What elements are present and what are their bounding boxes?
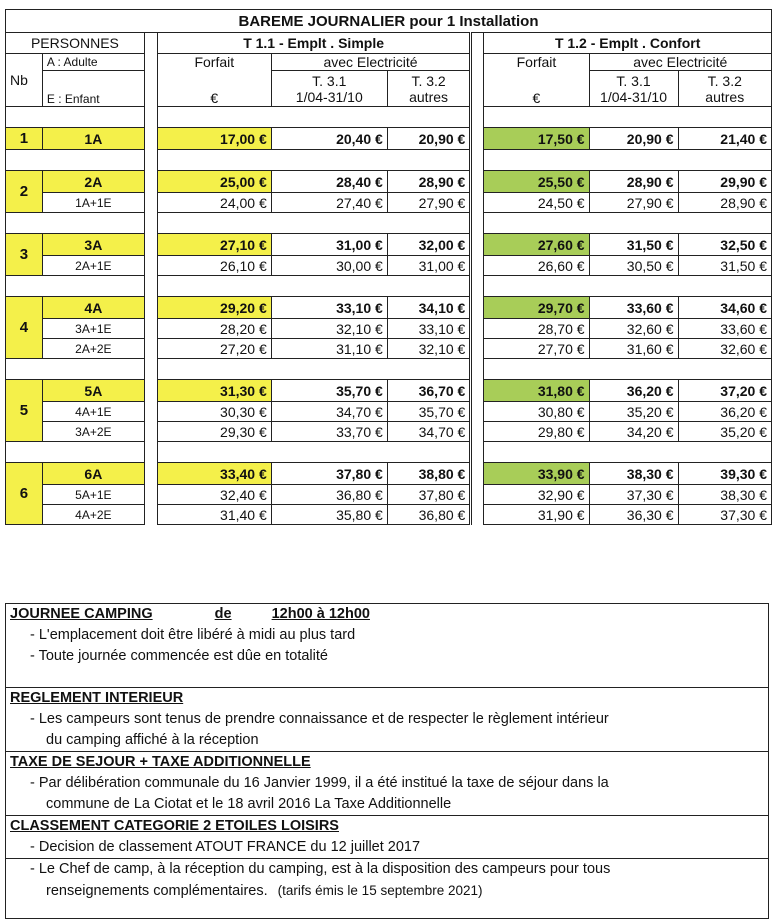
simple-t32-price: 36,80 €	[387, 505, 471, 525]
group-spacer	[6, 359, 772, 380]
c-t32-label: T. 3.2	[707, 72, 742, 89]
simple-t31-price: 30,00 €	[271, 256, 387, 276]
simple-forfait-price: 17,00 €	[157, 128, 271, 150]
s-t32-header	[387, 71, 471, 107]
s-elec-header: avec Electricité	[271, 54, 471, 71]
reglement-title: REGLEMENT INTERIEUR	[6, 687, 768, 709]
simple-t31-price: 36,80 €	[271, 485, 387, 505]
table-row	[6, 463, 772, 485]
nb-cell: 2	[6, 171, 43, 213]
info-box	[5, 603, 769, 919]
group-spacer	[6, 150, 772, 171]
persons-code: 4A	[42, 297, 144, 319]
simple-t32-price: 34,10 €	[387, 297, 471, 319]
simple-forfait-price: 27,10 €	[157, 234, 271, 256]
nb-cell: 4	[6, 297, 43, 359]
confort-t32-price: 34,60 €	[678, 297, 772, 319]
confort-t31-price: 36,20 €	[589, 380, 678, 402]
table-row	[6, 128, 772, 150]
simple-t31-price: 31,00 €	[271, 234, 387, 256]
s-t32-label: T. 3.2	[411, 72, 446, 89]
simple-t32-price: 20,90 €	[387, 128, 471, 150]
persons-code: 4A+2E	[42, 505, 144, 525]
confort-t31-price: 37,30 €	[589, 485, 678, 505]
enfant-legend: E : Enfant	[42, 71, 144, 107]
simple-forfait-price: 30,30 €	[157, 402, 271, 422]
table-row	[6, 422, 772, 442]
confort-forfait-price: 33,90 €	[484, 463, 589, 485]
simple-t32-price: 35,70 €	[387, 402, 471, 422]
persons-code: 3A+1E	[42, 319, 144, 339]
confort-forfait-price: 24,50 €	[484, 193, 589, 213]
confort-t32-price: 32,60 €	[678, 339, 772, 359]
simple-t32-price: 31,00 €	[387, 256, 471, 276]
confort-forfait-price: 31,90 €	[484, 505, 589, 525]
simple-t32-price: 32,00 €	[387, 234, 471, 256]
confort-t31-price: 31,60 €	[589, 339, 678, 359]
simple-t31-price: 34,70 €	[271, 402, 387, 422]
taxe-line-2: commune de La Ciotat et le 18 avril 2016 La Taxe Additionnelle	[46, 796, 452, 812]
confort-t32-price: 33,60 €	[678, 319, 772, 339]
nb-header: Nb	[6, 54, 43, 107]
table-row	[6, 256, 772, 276]
c-t32-header	[678, 71, 772, 107]
nb-cell: 3	[6, 234, 43, 276]
simple-t31-price: 28,40 €	[271, 171, 387, 193]
s-euro-label: €	[210, 90, 219, 106]
s-forfait-label: Forfait	[194, 54, 235, 70]
table-row	[6, 193, 772, 213]
confort-t32-price: 35,20 €	[678, 422, 772, 442]
confort-t31-price: 33,60 €	[589, 297, 678, 319]
confort-t32-price: 32,50 €	[678, 234, 772, 256]
reglement-line-2: du camping affiché à la réception	[46, 732, 259, 748]
nb-cell: 1	[6, 128, 43, 150]
classement-title: CLASSEMENT CATEGORIE 2 ETOILES LOISIRS	[6, 815, 768, 837]
journee-title: JOURNEE CAMPING	[10, 606, 153, 622]
simple-forfait-price: 29,30 €	[157, 422, 271, 442]
classement-line-1: - Decision de classement ATOUT FRANCE du 12 juillet 2017	[30, 839, 421, 855]
confort-t32-price: 37,20 €	[678, 380, 772, 402]
s-t31-header	[271, 71, 387, 107]
persons-code: 1A	[42, 128, 144, 150]
table-row	[6, 402, 772, 422]
nb-cell: 5	[6, 380, 43, 442]
journee-item-2: - Toute journée commencée est dûe en totalité	[30, 648, 328, 664]
c-t31-dates: 1/04-31/10	[600, 88, 667, 105]
persons-code: 5A+1E	[42, 485, 144, 505]
c-elec-header: avec Electricité	[589, 54, 771, 71]
simple-t32-price: 28,90 €	[387, 171, 471, 193]
persons-code: 4A+1E	[42, 402, 144, 422]
taxe-title: TAXE DE SEJOUR + TAXE ADDITIONNELLE	[6, 751, 768, 773]
c-t31-header	[589, 71, 678, 107]
persons-code: 2A+2E	[42, 339, 144, 359]
confort-t31-price: 32,60 €	[589, 319, 678, 339]
confort-t32-price: 21,40 €	[678, 128, 772, 150]
simple-forfait-price: 26,10 €	[157, 256, 271, 276]
journee-item-1: - L'emplacement doit être libéré à midi au plus tard	[30, 627, 356, 643]
confort-forfait-price: 29,70 €	[484, 297, 589, 319]
persons-code: 2A	[42, 171, 144, 193]
confort-t31-price: 36,30 €	[589, 505, 678, 525]
table-row	[6, 485, 772, 505]
confort-forfait-price: 32,90 €	[484, 485, 589, 505]
table-row	[6, 297, 772, 319]
chef-line-2	[6, 880, 768, 902]
adulte-legend: A : Adulte	[42, 54, 144, 71]
journee-de: de	[214, 606, 232, 622]
confort-t32-price: 39,30 €	[678, 463, 772, 485]
s-t31-label: T. 3.1	[312, 72, 347, 89]
persons-code: 1A+1E	[42, 193, 144, 213]
simple-forfait-price: 31,40 €	[157, 505, 271, 525]
confort-forfait-price: 25,50 €	[484, 171, 589, 193]
t11-header: T 1.1 - Emplt . Simple	[157, 33, 470, 54]
table-row	[6, 319, 772, 339]
simple-forfait-price: 24,00 €	[157, 193, 271, 213]
simple-forfait-price: 29,20 €	[157, 297, 271, 319]
c-t31-label: T. 3.1	[616, 72, 651, 89]
simple-t32-price: 32,10 €	[387, 339, 471, 359]
confort-forfait-price: 30,80 €	[484, 402, 589, 422]
t12-header: T 1.2 - Emplt . Confort	[484, 33, 772, 54]
confort-forfait-price: 26,60 €	[484, 256, 589, 276]
group-spacer	[6, 276, 772, 297]
confort-forfait-price: 17,50 €	[484, 128, 589, 150]
simple-t31-price: 31,10 €	[271, 339, 387, 359]
confort-t31-price: 20,90 €	[589, 128, 678, 150]
simple-forfait-price: 27,20 €	[157, 339, 271, 359]
tarifs-note: (tarifs émis le 15 septembre 2021)	[277, 883, 483, 898]
confort-t32-price: 29,90 €	[678, 171, 772, 193]
table-row	[6, 339, 772, 359]
confort-t31-price: 27,90 €	[589, 193, 678, 213]
journee-hours: 12h00 à 12h00	[271, 606, 370, 622]
table-row	[6, 234, 772, 256]
s-forfait-header	[157, 54, 271, 107]
c-euro-label: €	[532, 90, 541, 106]
confort-forfait-price: 28,70 €	[484, 319, 589, 339]
table-row	[6, 380, 772, 402]
persons-code: 3A+2E	[42, 422, 144, 442]
c-forfait-header	[484, 54, 589, 107]
confort-t31-price: 31,50 €	[589, 234, 678, 256]
confort-t32-price: 31,50 €	[678, 256, 772, 276]
simple-t32-price: 37,80 €	[387, 485, 471, 505]
confort-forfait-price: 29,80 €	[484, 422, 589, 442]
simple-t32-price: 33,10 €	[387, 319, 471, 339]
simple-t31-price: 32,10 €	[271, 319, 387, 339]
confort-t32-price: 36,20 €	[678, 402, 772, 422]
confort-t31-price: 34,20 €	[589, 422, 678, 442]
simple-t31-price: 33,10 €	[271, 297, 387, 319]
s-t31-dates: 1/04-31/10	[295, 88, 363, 105]
simple-t31-price: 33,70 €	[271, 422, 387, 442]
chef-line-2-text: renseignements complémentaires.	[46, 883, 268, 899]
simple-t31-price: 37,80 €	[271, 463, 387, 485]
s-t32-sub: autres	[409, 88, 449, 105]
confort-forfait-price: 31,80 €	[484, 380, 589, 402]
c-t32-sub: autres	[705, 88, 745, 105]
confort-t31-price: 30,50 €	[589, 256, 678, 276]
simple-t32-price: 36,70 €	[387, 380, 471, 402]
group-spacer	[6, 213, 772, 234]
table-row	[6, 505, 772, 525]
chef-line-1: - Le Chef de camp, à la réception du camping, est à la disposition des campeurs pour tous	[6, 858, 768, 880]
persons-code: 2A+1E	[42, 256, 144, 276]
simple-forfait-price: 33,40 €	[157, 463, 271, 485]
simple-t32-price: 34,70 €	[387, 422, 471, 442]
persons-code: 5A	[42, 380, 144, 402]
simple-forfait-price: 28,20 €	[157, 319, 271, 339]
journee-heading	[6, 604, 768, 625]
c-forfait-label: Forfait	[516, 54, 557, 70]
tariff-table	[5, 9, 772, 525]
group-spacer	[6, 442, 772, 463]
persons-code: 3A	[42, 234, 144, 256]
simple-forfait-price: 32,40 €	[157, 485, 271, 505]
taxe-line-1: - Par délibération communale du 16 Janvier 1999, il a été institué la taxe de séjour dans la	[30, 775, 609, 791]
table-title: BAREME JOURNALIER pour 1 Installation	[6, 10, 772, 33]
confort-t31-price: 35,20 €	[589, 402, 678, 422]
reglement-line-1: - Les campeurs sont tenus de prendre connaissance et de respecter le règlement intérieur	[30, 711, 609, 727]
group-spacer	[6, 107, 772, 128]
confort-t31-price: 38,30 €	[589, 463, 678, 485]
nb-cell: 6	[6, 463, 43, 525]
simple-t31-price: 35,80 €	[271, 505, 387, 525]
simple-t31-price: 20,40 €	[271, 128, 387, 150]
simple-forfait-price: 25,00 €	[157, 171, 271, 193]
confort-forfait-price: 27,70 €	[484, 339, 589, 359]
simple-forfait-price: 31,30 €	[157, 380, 271, 402]
confort-forfait-price: 27,60 €	[484, 234, 589, 256]
simple-t32-price: 27,90 €	[387, 193, 471, 213]
confort-t31-price: 28,90 €	[589, 171, 678, 193]
confort-t32-price: 38,30 €	[678, 485, 772, 505]
confort-t32-price: 28,90 €	[678, 193, 772, 213]
confort-t32-price: 37,30 €	[678, 505, 772, 525]
simple-t31-price: 35,70 €	[271, 380, 387, 402]
table-row	[6, 171, 772, 193]
persons-code: 6A	[42, 463, 144, 485]
personnes-header: PERSONNES	[6, 33, 145, 54]
simple-t32-price: 38,80 €	[387, 463, 471, 485]
simple-t31-price: 27,40 €	[271, 193, 387, 213]
